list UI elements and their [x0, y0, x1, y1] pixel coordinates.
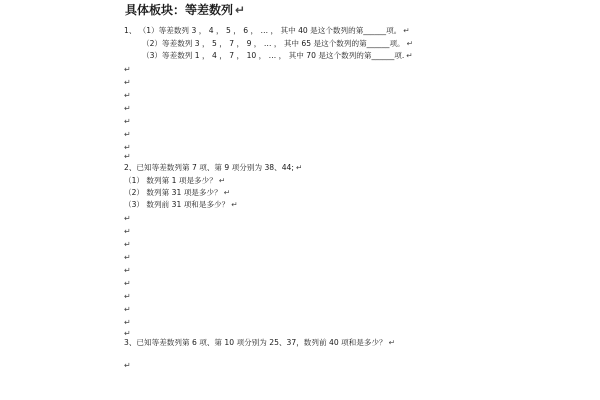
question-1-line-2 [142, 39, 413, 49]
paragraph-mark: ↵ [406, 39, 414, 48]
blank-line-mark: ↵ [124, 329, 131, 338]
blank-line-mark: ↵ [124, 240, 131, 249]
blank-line-mark: ↵ [124, 152, 131, 161]
question-3-stem-text: 3、已知等差数列第 6 项、第 10 项分别为 25、37，数列前 40 项和是多少？ [124, 338, 387, 347]
question-1-item-1: （1）等差数列 3 ， 4 ， 5 ， 6 ， … ， 其中 40 是这个数列的第______项。 [142, 26, 402, 35]
blank-line-mark: ↵ [124, 117, 131, 126]
blank-line-mark: ↵ [124, 91, 131, 100]
paragraph-mark: ↵ [406, 51, 413, 60]
paragraph-mark: ↵ [235, 3, 246, 17]
blank-line-mark: ↵ [124, 253, 131, 262]
section-heading [125, 3, 245, 17]
blank-line-mark: ↵ [124, 279, 131, 288]
paragraph-mark: ↵ [295, 163, 303, 172]
blank-line-mark: ↵ [124, 305, 131, 314]
paragraph-mark: ↵ [403, 26, 410, 35]
question-1-number: 1、 [124, 26, 137, 35]
heading-text: 具体板块：等差数列 [125, 3, 234, 17]
question-2-item-3-text: （3） 数列前 31 项和是多少？ [124, 200, 230, 209]
question-2-item-1 [124, 176, 225, 186]
question-1-item-2: （2）等差数列 3 ， 5 ， 7 ， 9 ， … ， 其中 65 是这个数列的第______项。 [142, 39, 405, 48]
question-2-item-2 [124, 188, 230, 198]
blank-line-mark: ↵ [124, 78, 131, 87]
blank-line-mark: ↵ [124, 266, 131, 275]
blank-line-mark: ↵ [124, 65, 131, 74]
blank-line-mark: ↵ [124, 227, 131, 236]
blank-line-mark: ↵ [124, 361, 131, 370]
blank-line-mark: ↵ [124, 292, 131, 301]
paragraph-mark: ↵ [388, 338, 396, 347]
paragraph-mark: ↵ [231, 200, 238, 209]
blank-line-mark: ↵ [124, 143, 131, 152]
question-1-line-1 [124, 26, 410, 36]
paragraph-mark: ↵ [218, 176, 226, 185]
question-2-stem-text: 2、已知等差数列第 7 项、第 9 项分别为 38、44; [124, 163, 294, 172]
question-1-item-3: （3）等差数列 1 ， 4 ， 7 ， 10 ， … ， 其中 70 是这个数列的第______项. [142, 51, 405, 60]
blank-line-mark: ↵ [124, 104, 131, 113]
blank-line-mark: ↵ [124, 214, 131, 223]
question-1-line-3 [142, 51, 413, 61]
paragraph-mark: ↵ [223, 188, 231, 197]
question-2-item-2-text: （2） 数列第 31 项是多少？ [124, 188, 222, 197]
blank-line-mark: ↵ [124, 318, 131, 327]
question-3-stem [124, 338, 395, 348]
blank-line-mark: ↵ [124, 130, 131, 139]
question-2-item-1-text: （1） 数列第 1 项是多少？ [124, 176, 217, 185]
question-2-stem [124, 163, 302, 173]
question-2-item-3 [124, 200, 238, 210]
